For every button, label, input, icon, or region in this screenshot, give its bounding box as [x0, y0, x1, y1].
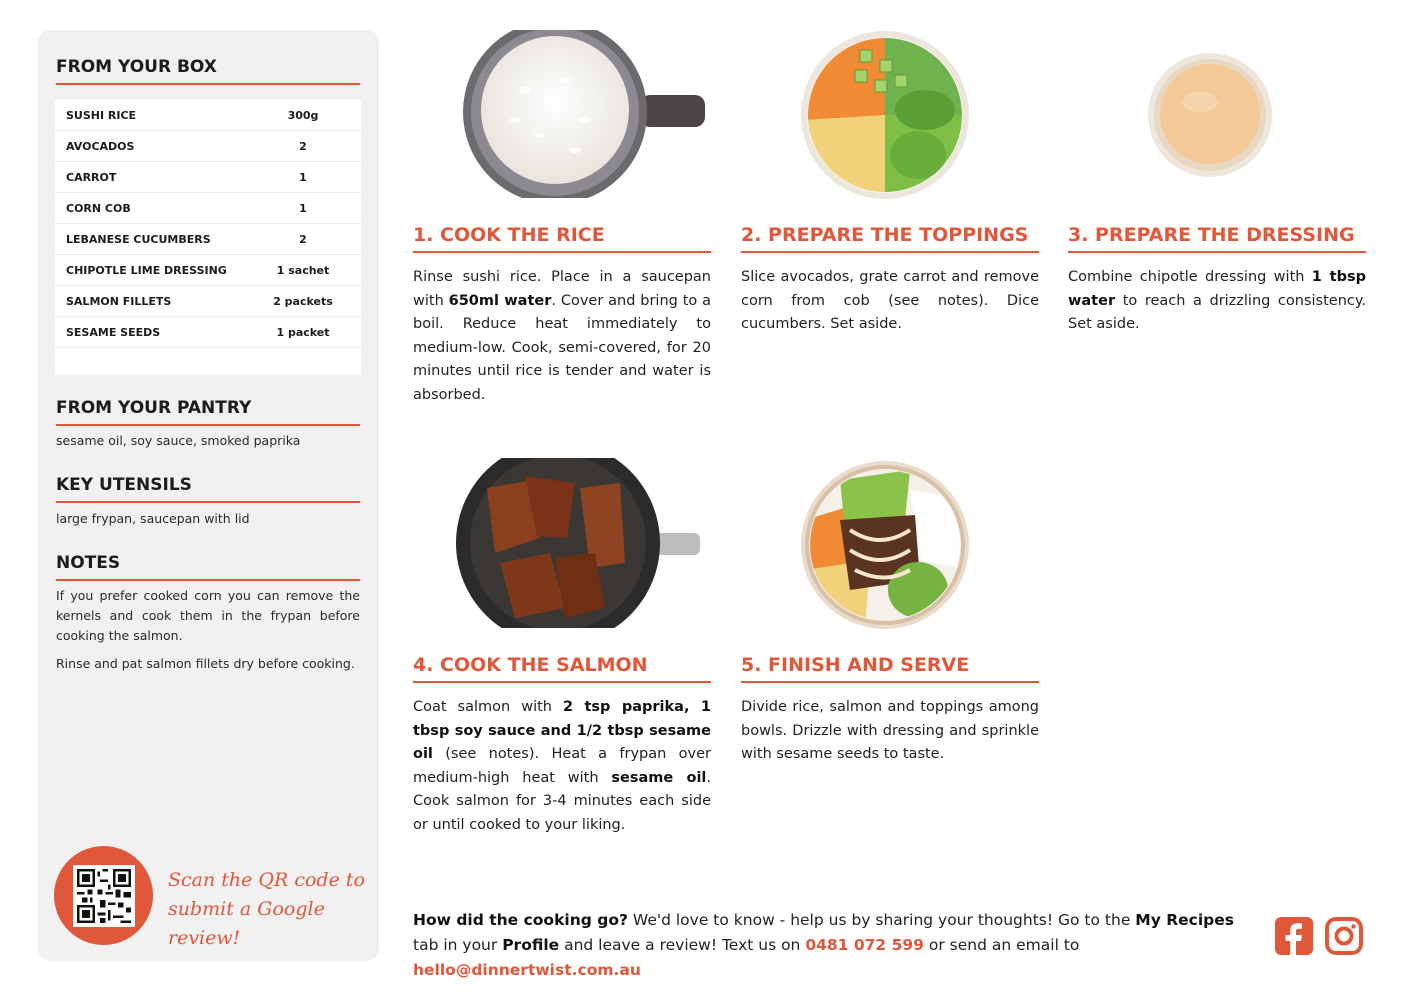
body-text: (see notes). Heat a frypan over medium-high heat with — [413, 746, 711, 786]
step-2-body — [741, 266, 1039, 337]
table-row — [55, 286, 361, 317]
table-row — [55, 131, 361, 162]
note-item: Rinse and pat salmon fillets dry before cooking. — [56, 656, 355, 671]
table-row — [55, 100, 361, 131]
utensils-text: large frypan, saucepan with lid — [56, 511, 250, 526]
qr-caption-line: Scan the QR code to — [168, 869, 365, 891]
body-text: tab in your — [413, 936, 503, 954]
bold-text: 1 tbsp water — [1068, 269, 1366, 309]
from-your-box-title: FROM YOUR BOX — [56, 57, 360, 85]
notes-title: NOTES — [56, 553, 360, 581]
ingredient-name: LEBANESE CUCUMBERS — [66, 232, 211, 246]
ingredient-name: SALMON FILLETS — [66, 294, 172, 308]
ingredient-qty: 300g — [287, 108, 319, 122]
ingredient-name: CHIPOTLE LIME DRESSING — [66, 263, 227, 277]
qr-caption — [168, 866, 368, 953]
body-text: and leave a review! Text us on — [559, 936, 806, 954]
ingredient-qty: 2 packets — [273, 294, 333, 308]
rice-saucepan-image — [455, 30, 705, 200]
step-2-title: 2. PREPARE THE TOPPINGS — [741, 224, 1039, 253]
body-text: Slice avocados, grate carrot and remove corn from cob (see notes). Dice cucumbers. Set aside. — [741, 269, 1039, 332]
contact-link[interactable]: hello@dinnertwist.com.au — [413, 961, 641, 979]
ingredient-name: SESAME SEEDS — [66, 325, 161, 339]
step-3-body — [1068, 266, 1366, 337]
bold-text: My Recipes — [1135, 911, 1234, 929]
ingredient-name: CORN COB — [66, 201, 131, 215]
body-text: . Cover and bring to a boil. Reduce heat immediately to medium-low. Cook, semi-covered, for 20 minutes until rice is tender and water is absorbed. — [413, 292, 711, 403]
body-text: Rinse sushi rice. Place in a saucepan with — [413, 269, 711, 309]
table-row — [55, 255, 361, 286]
qr-code[interactable] — [73, 865, 135, 927]
body-text: to reach a drizzling consistency. Set aside. — [1068, 292, 1366, 332]
finished-bowl-image — [800, 460, 970, 630]
table-row — [55, 224, 361, 255]
ingredient-name: SUSHI RICE — [66, 108, 137, 122]
qr-code-icon — [77, 869, 131, 923]
qr-caption-line: submit a Google review! — [168, 898, 325, 949]
bold-text: sesame oil — [611, 769, 707, 786]
bold-text: 650ml water — [448, 292, 552, 309]
step-5-title: 5. FINISH AND SERVE — [741, 654, 1039, 683]
note-item: If you prefer cooked corn you can remove the kernels and cook them in the frypan before cooking the salmon. — [56, 588, 360, 643]
dressing-bowl-image — [1145, 50, 1275, 180]
step-5-body — [741, 696, 1039, 767]
body-text: Combine chipotle dressing with — [1068, 269, 1312, 285]
qr-code-badge[interactable] — [54, 846, 153, 945]
contact-link[interactable]: 0481 072 599 — [805, 936, 924, 954]
toppings-bowl-image — [800, 30, 970, 200]
table-row — [55, 317, 361, 348]
step-4-body — [413, 696, 711, 837]
from-your-pantry-title: FROM YOUR PANTRY — [56, 398, 360, 426]
ingredient-qty: 2 — [299, 139, 307, 153]
bold-text: 2 tsp paprika, 1 tbsp soy sauce and 1/2 tbsp sesame oil — [413, 699, 711, 762]
step-1-body — [413, 266, 711, 407]
table-row — [55, 193, 361, 224]
ingredient-name: AVOCADOS — [66, 139, 135, 153]
ingredient-qty: 1 — [299, 170, 307, 184]
table-row — [55, 162, 361, 193]
key-utensils-title: KEY UTENSILS — [56, 475, 360, 503]
notes-list — [56, 586, 360, 682]
body-text: Divide rice, salmon and toppings among bowls. Drizzle with dressing and sprinkle with sesame seeds to taste. — [741, 699, 1039, 762]
salmon-frypan-image — [455, 458, 705, 630]
step-4-title: 4. COOK THE SALMON — [413, 654, 711, 683]
ingredient-name: CARROT — [66, 170, 117, 184]
body-text: We'd love to know - help us by sharing your thoughts! Go to the — [627, 911, 1136, 929]
body-text: . Cook salmon for 3-4 minutes each side or until cooked to your liking. — [413, 769, 711, 833]
step-3-title: 3. PREPARE THE DRESSING — [1068, 224, 1366, 253]
step-1-title: 1. COOK THE RICE — [413, 224, 711, 253]
body-text: Coat salmon with — [413, 699, 563, 715]
feedback-footer — [413, 908, 1263, 983]
ingredient-qty: 2 — [299, 232, 307, 246]
ingredient-qty: 1 sachet — [276, 263, 330, 277]
ingredients-sidebar — [38, 30, 379, 961]
body-text: or send an email to — [923, 936, 1080, 954]
facebook-icon[interactable] — [1275, 917, 1313, 955]
box-ingredients-table — [55, 100, 361, 375]
bold-text: How did the cooking go? — [413, 911, 628, 929]
bold-text: Profile — [502, 936, 560, 954]
pantry-text: sesame oil, soy sauce, smoked paprika — [56, 433, 301, 448]
ingredient-qty: 1 — [299, 201, 307, 215]
ingredient-qty: 1 packet — [276, 325, 330, 339]
instagram-icon[interactable] — [1325, 917, 1363, 955]
